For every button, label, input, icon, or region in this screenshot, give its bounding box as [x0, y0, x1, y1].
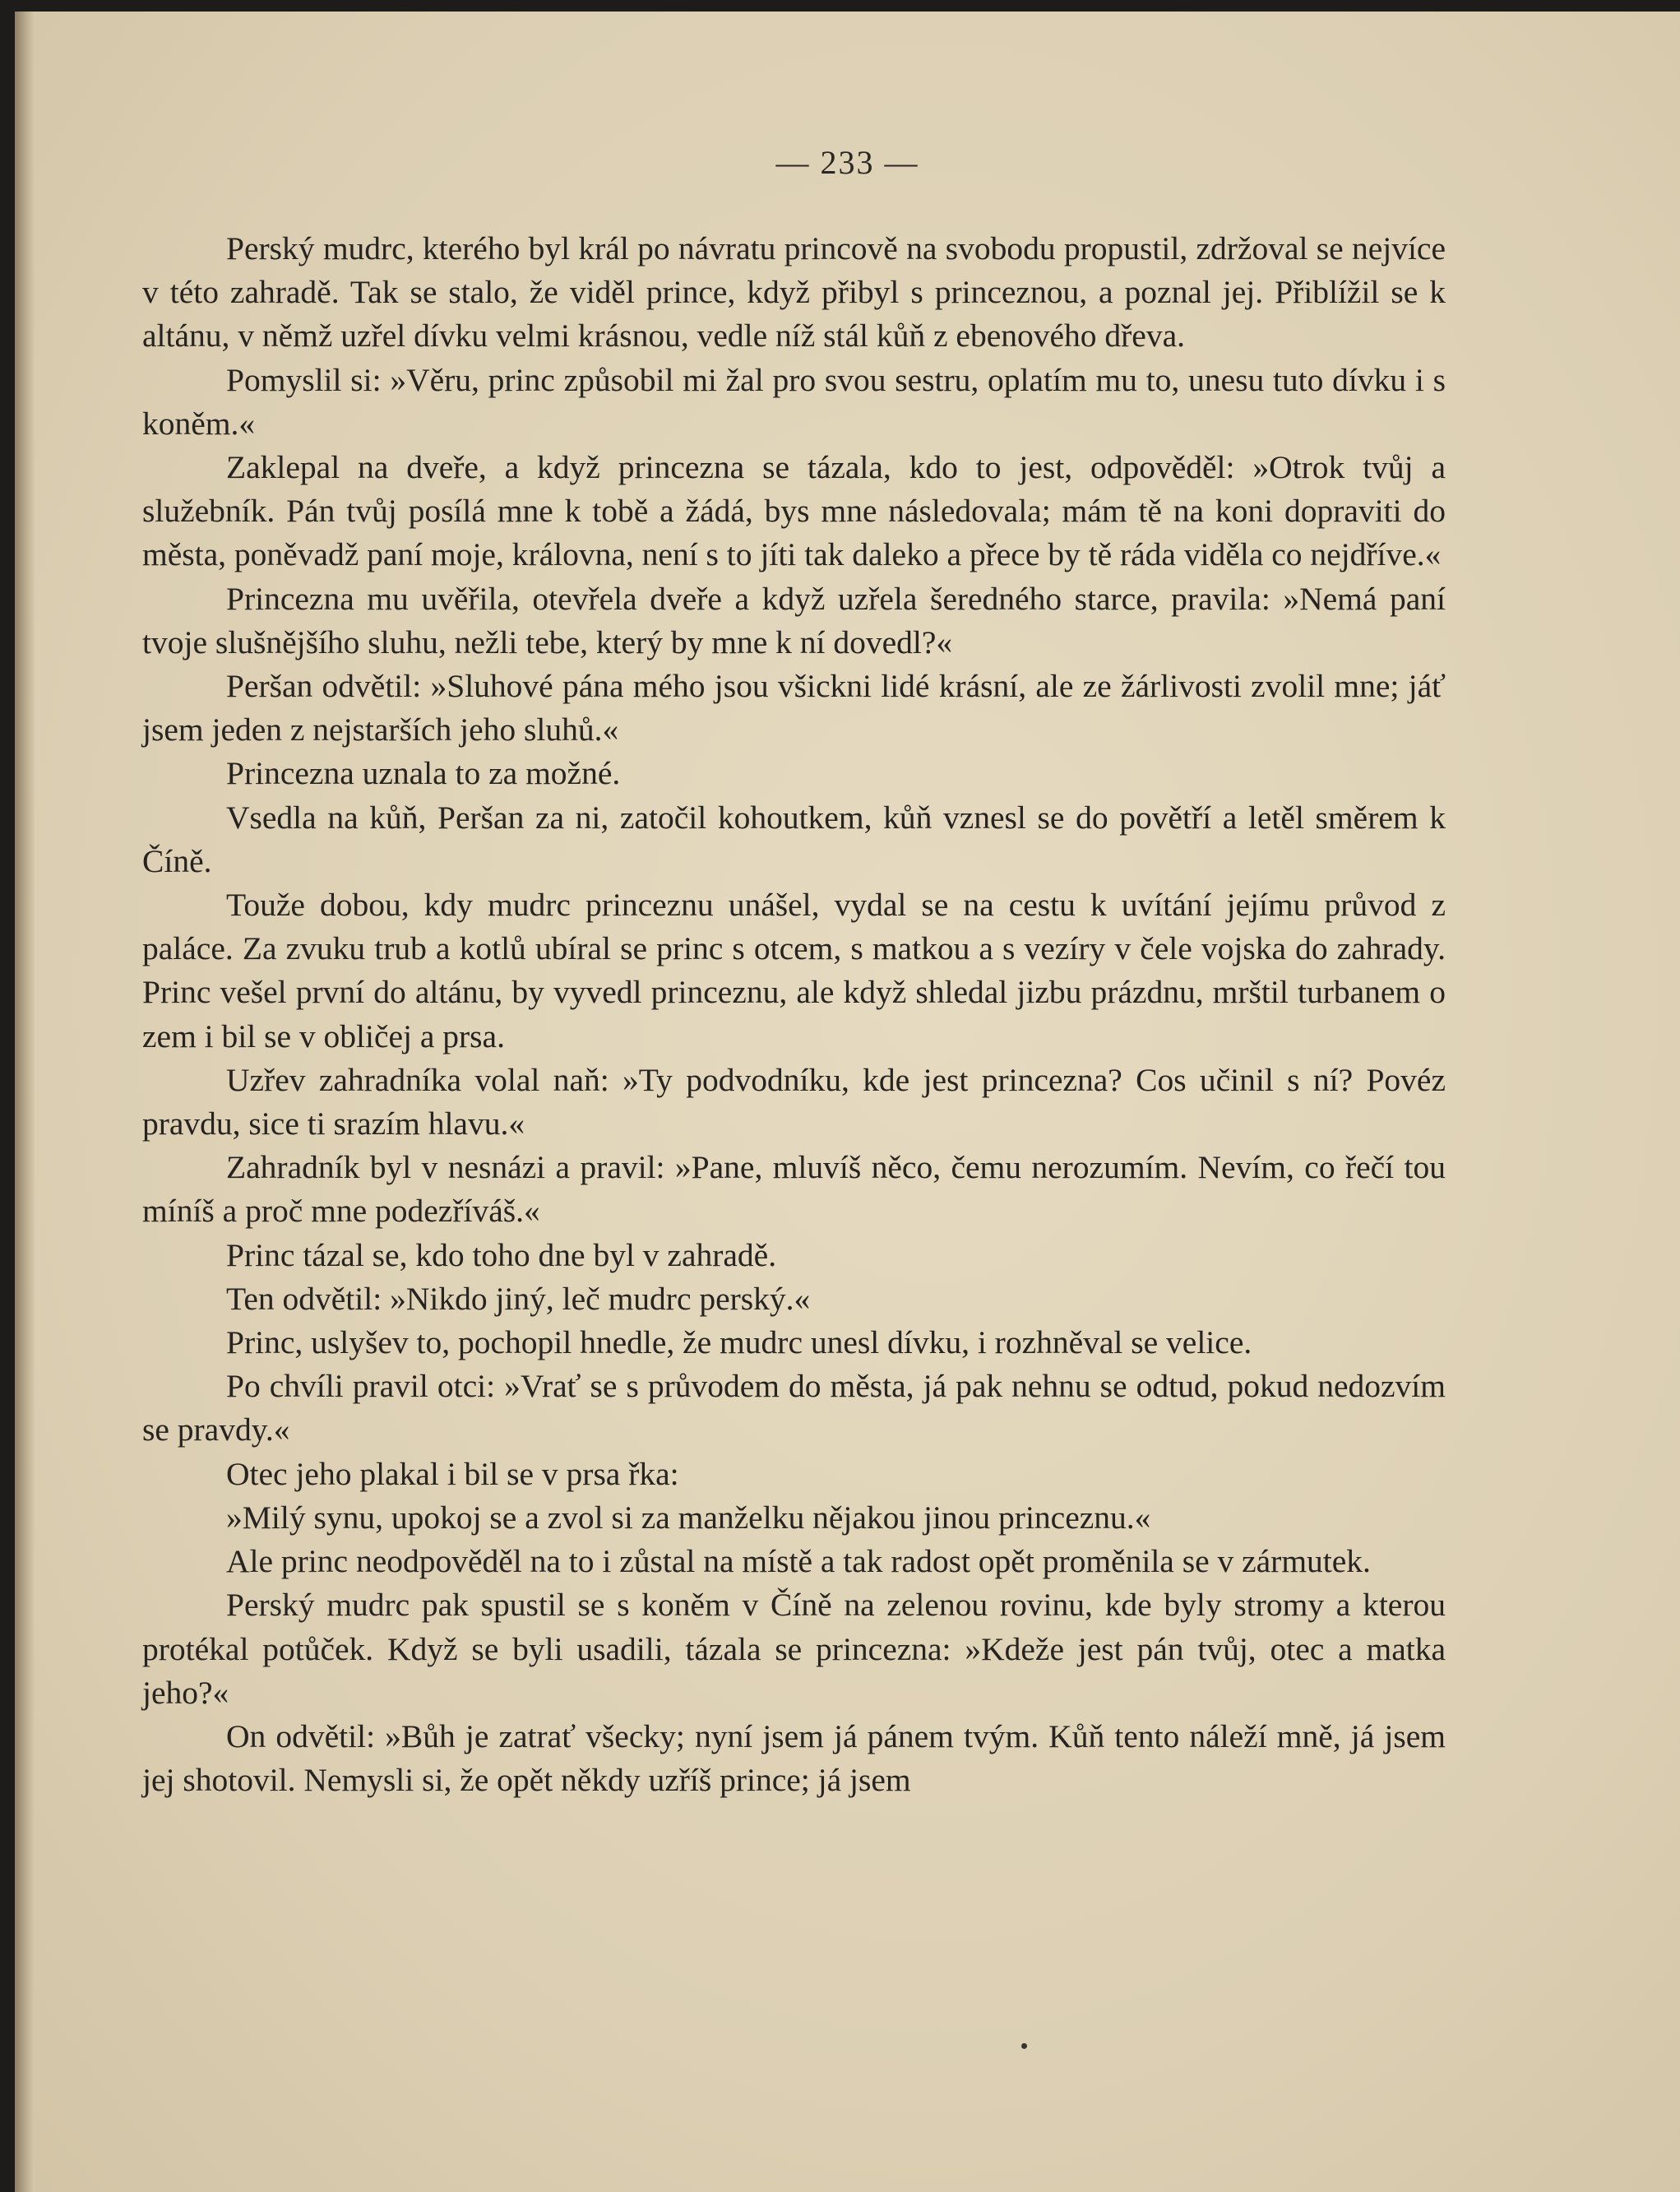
page-number: — 233 —: [775, 144, 919, 181]
paragraph: Ten odvětil: »Nikdo jiný, leč mudrc perský.«: [226, 1280, 811, 1317]
paragraph: Zahradník byl v nesnázi a pravil: »Pane, mluvíš něco, čemu nerozumím. Nevím, co řečí tou míníš a proč mne podezříváš.«: [142, 1149, 1446, 1230]
ink-speck: [1021, 2043, 1027, 2049]
paragraph: On odvětil: »Bůh je zatrať všecky; nyní jsem já pánem tvým. Kůň tento náleží mně, já jsem jej shotovil. Nemysli si, že opět někdy uzříš prince; já jsem: [142, 1717, 1446, 1799]
paragraph: Po chvíli pravil otci: »Vrať se s průvodem do města, já pak nehnu se odtud, pokud nedozvím se pravdy.«: [142, 1368, 1446, 1448]
paragraph: Zaklepal na dveře, a když princezna se tázala, kdo to jest, odpověděl: »Otrok tvůj a služebník. Pán tvůj posílá mne k tobě a žádá, bys mne následovala; mám tě na koni dopraviti do města, poněvadž paní moje, královna, není s to jíti tak daleko a přece by tě ráda viděla co nejdříve.«: [142, 449, 1446, 573]
paragraph: Princezna uznala to za možné.: [226, 755, 621, 792]
paragraph: Pomyslil si: »Věru, princ způsobil mi žal pro svou sestru, oplatím mu to, unesu tuto dívku i s koněm.«: [142, 361, 1446, 442]
book-binding-edge: [15, 12, 35, 2192]
paragraph: Princ tázal se, kdo toho dne byl v zahradě.: [226, 1236, 777, 1273]
paragraph: Perský mudrc, kterého byl král po návratu princově na svobodu propustil, zdržoval se nejvíce v této zahradě. Tak se stalo, že viděl prince, když přibyl s princeznou, a poznal jej. Přiblížil se k altánu, v němž uzřel dívku velmi krásnou, vedle níž stál kůň z ebenového dřeva.: [142, 230, 1446, 355]
paragraph: Perský mudrc pak spustil se s koněm v Číně na zelenou rovinu, kde byly stromy a kterou protékal potůček. Když se byli usadili, tázala se princezna: »Kdeže jest pán tvůj, otec a matka jeho?«: [142, 1587, 1446, 1711]
paragraph: Touže dobou, kdy mudrc princeznu unášel, vydal se na cestu k uvítání jejímu průvod z paláce. Za zvuku trub a kotlů ubíral se princ s otcem, s matkou a s vezíry v čele vojska do zahrady. Princ vešel první do altánu, by vyvedl princeznu, ale když shledal jizbu prázdnu, mrštil turbanem o zem i bil se v obličej a prsa.: [142, 887, 1446, 1054]
paragraph: Uzřev zahradníka volal naň: »Ty podvodníku, kde jest princezna? Cos učinil s ní? Povéz pravdu, sice ti srazím hlavu.«: [142, 1061, 1446, 1142]
book-page: [15, 12, 1680, 2192]
paragraph: Vsedla na kůň, Peršan za ni, zatočil kohoutkem, kůň vznesl se do povětří a letěl směrem k Číně.: [142, 799, 1446, 879]
paragraph: »Milý synu, upokoj se a zvol si za manželku nějakou jinou princeznu.«: [226, 1499, 1151, 1536]
body-text: [142, 227, 1446, 1802]
paragraph: Ale princ neodpověděl na to i zůstal na místě a tak radost opět proměnila se v zármutek.: [226, 1543, 1371, 1580]
paragraph: Peršan odvětil: »Sluhové pána mého jsou všickni lidé krásní, ale ze žárlivosti zvolil mne; jáť jsem jeden z nejstarších jeho sluhů.«: [142, 668, 1446, 748]
paragraph: Otec jeho plakal i bil se v prsa řka:: [226, 1455, 679, 1492]
paragraph: Princezna mu uvěřila, otevřela dveře a když uzřela šeredného starce, pravila: »Nemá paní tvoje slušnějšího sluhu, nežli tebe, který by mne k ní dovedl?«: [142, 580, 1446, 660]
paragraph: Princ, uslyšev to, pochopil hnedle, že mudrc unesl dívku, i rozhněval se velice.: [226, 1324, 1252, 1361]
